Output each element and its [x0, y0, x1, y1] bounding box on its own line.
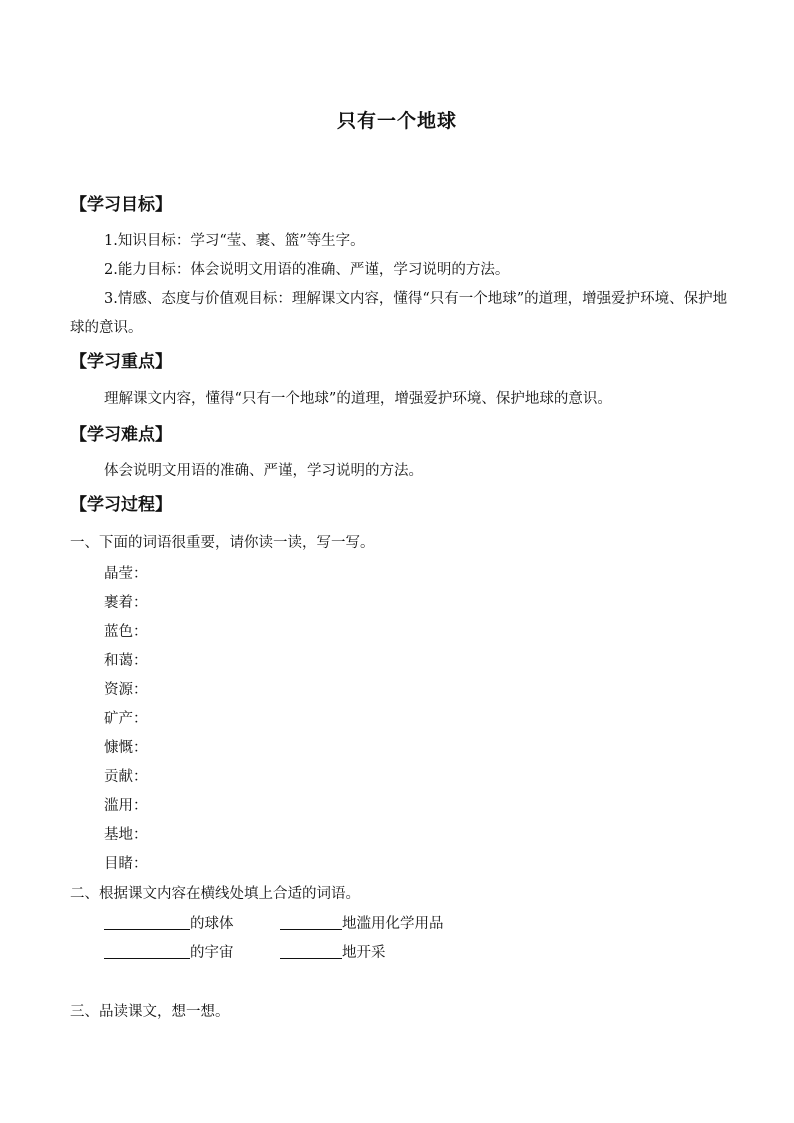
vocab-item: 矿产：	[104, 711, 148, 727]
section-heading-goals: 【学习目标】	[70, 195, 172, 215]
fill-blank-line[interactable]	[280, 942, 342, 959]
question-3: 三、品读课文，想一想。	[70, 1004, 230, 1020]
question-1: 一、下面的词语很重要，请你读一读，写一写。	[70, 535, 375, 551]
vocab-item: 滥用：	[104, 798, 148, 814]
vocab-item: 目睹：	[104, 856, 148, 872]
fill-blank-text: 的球体	[190, 916, 234, 932]
vocab-item: 资源：	[104, 682, 148, 698]
section-heading-process: 【学习过程】	[70, 495, 172, 515]
goal-2: 2.能力目标：体会说明文用语的准确、严谨，学习说明的方法。	[104, 262, 510, 278]
focus-text: 理解课文内容，懂得“只有一个地球”的道理，增强爱护环境、保护地球的意识。	[104, 391, 612, 407]
fill-blank-line[interactable]	[104, 942, 190, 959]
fill-blank-item	[104, 912, 234, 933]
question-2: 二、根据课文内容在横线处填上合适的词语。	[70, 886, 360, 902]
difficulty-text: 体会说明文用语的准确、严谨，学习说明的方法。	[104, 463, 423, 479]
fill-blank-text: 地滥用化学用品	[342, 916, 444, 932]
section-heading-difficulty: 【学习难点】	[70, 425, 172, 445]
goal-1: 1.知识目标：学习“莹、裹、篮”等生字。	[104, 233, 365, 249]
fill-blank-line[interactable]	[280, 913, 342, 930]
fill-blank-text: 的宇宙	[190, 945, 234, 961]
vocab-item: 和蔼：	[104, 653, 148, 669]
fill-blank-text: 地开采	[342, 945, 386, 961]
vocab-item: 晶莹：	[104, 566, 148, 582]
fill-blank-item	[104, 941, 234, 962]
vocab-item: 蓝色：	[104, 624, 148, 640]
goal-3: 3.情感、态度与价值观目标：理解课文内容，懂得“只有一个地球”的道理，增强爱护环境、保护地球的意识。	[70, 291, 728, 336]
vocab-item: 基地：	[104, 827, 148, 843]
vocab-item: 慷慨：	[104, 740, 148, 756]
vocab-item: 裹着：	[104, 595, 148, 611]
fill-blank-item	[280, 912, 444, 933]
fill-blank-item	[280, 941, 386, 962]
vocab-item: 贡献：	[104, 769, 148, 785]
page-title: 只有一个地球	[336, 110, 457, 132]
section-heading-focus: 【学习重点】	[70, 352, 172, 372]
fill-blank-line[interactable]	[104, 913, 190, 930]
